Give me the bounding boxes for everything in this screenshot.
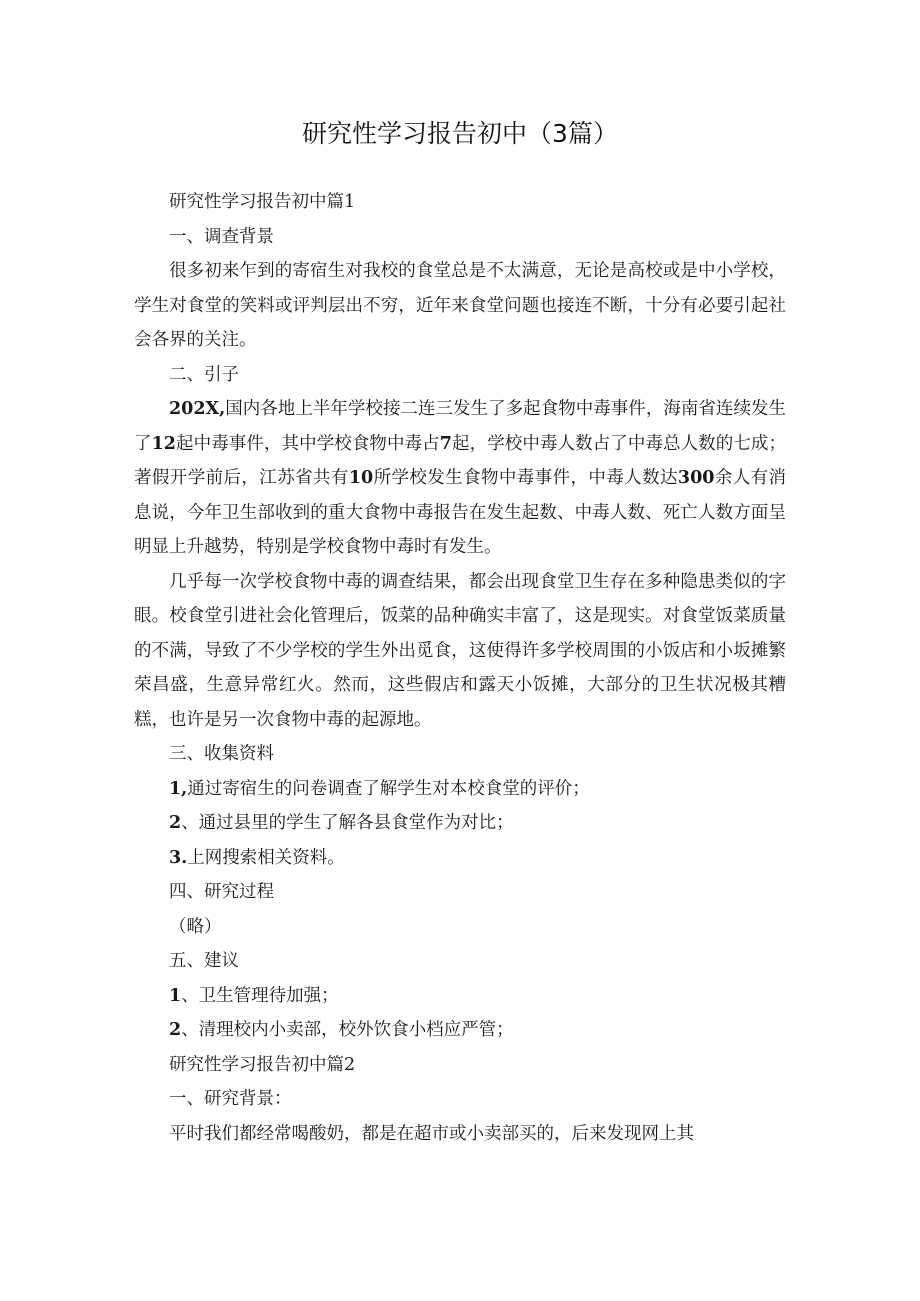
paragraph-background: 很多初来乍到的寄宿生对我校的食堂总是不太满意，无论是高校或是中小学校，学生对食堂的笑料或评判层出不穷，近年来食堂问题也接连不断，十分有必要引起社会各界的关注。	[134, 261, 786, 350]
list-text: 通过寄宿生的问卷调查了解学生对本校食堂的评价；	[187, 778, 590, 799]
paragraph-investigation: 几乎每一次学校食物中毒的调查结果，都会出现食堂卫生存在多种隐患类似的字眼。校食堂引进社会化管理后，饭菜的品种确实丰富了，这是现实。对食堂饭菜质量的不满，导致了不少学校的学生外出觅食，这使得许多学校周围的小饭店和小坂摊繁荣昌盛，生意异常红火。然而，这些假店和露天小饭摊，大部分的卫生状况极其糟糕，也许是另一次食物中毒的起源地。	[134, 571, 786, 730]
subheading-suggestions: 五、建议	[169, 951, 239, 971]
omitted-note: （略）	[169, 916, 222, 937]
document-body	[134, 185, 786, 1151]
document-title: 研究性学习报告初中（3篇）	[302, 119, 618, 148]
subheading-research-background: 一、研究背景：	[169, 1089, 292, 1109]
text-segment: 国内各地上半年学校接二连三发生了多起食物中毒事件，海南省连续发生了	[134, 399, 786, 454]
paragraph-yogurt: 平时我们都经常喝酸奶，都是在超市或小卖部买的，后来发现网上其	[169, 1123, 694, 1144]
section-heading-2: 研究性学习报告初中篇2	[169, 1054, 356, 1075]
text-segment: 余人有消息说，今年卫生部收到的重大食物中毒报告在发生起数、中毒人数、死亡人数方面呈明显上升越势，特别是学校食物中毒时有发生。	[134, 468, 787, 557]
text-segment: 起中毒事件，其中学校食物中毒占	[175, 433, 440, 454]
suggestion-item-1	[134, 979, 786, 1014]
list-text: 、卫生管理待加强；	[181, 985, 339, 1006]
list-text: 、通过县里的学生了解各县食堂作为对比；	[181, 813, 514, 833]
list-item-1	[134, 772, 786, 807]
section-heading-1: 研究性学习报告初中篇1	[169, 192, 356, 212]
list-number: 3.	[169, 847, 188, 868]
subheading-collect-data: 三、收集资料	[169, 744, 274, 764]
list-item-3	[134, 841, 786, 876]
number-7: 7	[439, 433, 452, 454]
list-item-2	[134, 806, 786, 841]
subheading-introduction: 二、引子	[169, 364, 239, 385]
subheading-survey-background: 一、调查背景	[169, 226, 274, 247]
number-year: 202X,	[169, 399, 226, 419]
list-text: 上网搜索相关资料。	[187, 847, 345, 868]
list-text: 、清理校内小卖部，校外饮食小档应严管；	[181, 1020, 514, 1040]
text-segment: 起，学校中毒人数占了中毒总人数的七成；著假开学前后，江苏省共有	[134, 433, 787, 488]
list-number: 1,	[169, 778, 188, 799]
subheading-research-process: 四、研究过程	[169, 882, 274, 902]
number-12: 12	[151, 433, 176, 454]
list-number: 1	[169, 985, 182, 1006]
paragraph-introduction	[134, 392, 786, 565]
list-number: 2	[169, 813, 182, 833]
suggestion-item-2	[134, 1013, 786, 1048]
number-10: 10	[348, 468, 374, 488]
text-segment: 所学校发生食物中毒事件，中毒人数达	[373, 468, 678, 488]
list-number: 2	[169, 1020, 182, 1040]
number-300: 300	[677, 468, 715, 488]
